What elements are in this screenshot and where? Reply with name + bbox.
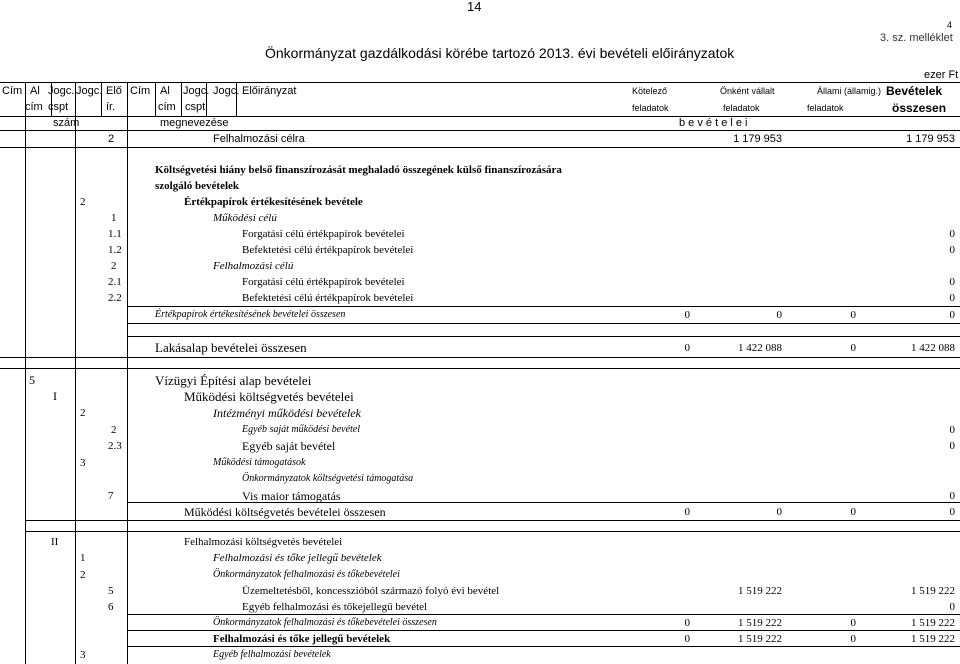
hdr-bevetelei: b e v é t e l e i bbox=[679, 117, 748, 129]
sec2-egyeb: Egyéb felhalmozási bevételek bbox=[213, 649, 331, 660]
sec5-code: 7 bbox=[108, 490, 114, 502]
sec2-sub-line bbox=[127, 646, 960, 647]
hdr-jogc: Jogc. bbox=[183, 85, 210, 97]
sec2-code: 2 bbox=[80, 569, 86, 581]
sec5-title: Vízügyi Építési alap bevételei bbox=[155, 373, 312, 388]
sec5-end-line bbox=[25, 520, 960, 521]
sec1-code: 1 bbox=[111, 212, 117, 224]
sec5-total-onk: 0 bbox=[776, 506, 782, 518]
sec5-total-label: Működési költségvetés bevételei összesen bbox=[184, 505, 386, 519]
sec5-code: 2.3 bbox=[108, 440, 122, 452]
sec5-top-line bbox=[0, 368, 960, 369]
sec1-total-all: 0 bbox=[850, 309, 856, 321]
sec1-end-line bbox=[127, 323, 960, 324]
hdr-cspt2: cspt bbox=[185, 101, 206, 113]
sec1-value: 0 bbox=[949, 244, 955, 256]
sec5-al: I bbox=[53, 389, 57, 403]
sec5-code: 3 bbox=[80, 457, 86, 469]
sec1-value: 0 bbox=[949, 276, 955, 288]
sec5-cim: 5 bbox=[29, 373, 35, 387]
sec2-value: 0 bbox=[949, 601, 955, 613]
sec2-onk-felhalm: Önkormányzatok felhalmozási és tőkebevételei bbox=[213, 569, 400, 580]
sec1-code: 1.2 bbox=[108, 244, 122, 256]
sec2-subtotal-all: 0 bbox=[850, 617, 856, 629]
sec5-value: 0 bbox=[949, 490, 955, 502]
sec2-subtotal-onk: 1 519 222 bbox=[738, 617, 782, 629]
sec1-total-kot: 0 bbox=[684, 309, 690, 321]
corner-number: 4 bbox=[947, 20, 953, 30]
sec5-code: 2 bbox=[80, 407, 86, 419]
sec2-sub-line bbox=[127, 630, 960, 631]
hdr-cim: Cím bbox=[130, 85, 151, 97]
sec1-item: Befektetési célú értékpapírok bevételei bbox=[242, 292, 414, 304]
sec1-code: 1.1 bbox=[108, 228, 122, 240]
document-title: Önkormányzat gazdálkodási körébe tartozó 2013. évi bevételi előirányzatok bbox=[265, 45, 735, 61]
row-kotelezo: 1 179 953 bbox=[733, 133, 782, 145]
hdr-kotelezo: Kötelező bbox=[632, 86, 668, 96]
sec2-subtotal-label: Önkormányzatok felhalmozási és tőkebevételei összesen bbox=[213, 617, 437, 628]
header-top-line bbox=[0, 82, 960, 83]
hdr-elo: Elő bbox=[106, 85, 122, 97]
sec5-item: Egyéb saját működési bevétel bbox=[242, 424, 361, 435]
sec1-code: 2 bbox=[111, 260, 117, 272]
sec2-value-kot: 1 519 222 bbox=[738, 585, 782, 597]
sec5-tamogatasok: Működési támogatások bbox=[213, 457, 306, 468]
sec1-ertekpapir: Értékpapírok értékesítésének bevétele bbox=[184, 196, 363, 208]
sec1-total-onk: 0 bbox=[776, 309, 782, 321]
unit-label: ezer Ft bbox=[924, 69, 959, 81]
sec1-value: 0 bbox=[949, 292, 955, 304]
lakas-onk: 1 422 088 bbox=[738, 342, 782, 354]
annex-label: 3. sz. melléklet bbox=[880, 32, 953, 44]
sec1-total-line bbox=[127, 306, 960, 307]
sec2-item: Egyéb felhalmozási és tőkejellegű bevétel bbox=[242, 601, 428, 613]
hdr-eloiranyzat: Előirányzat bbox=[242, 85, 297, 97]
hdr-ir: ír. bbox=[106, 101, 116, 113]
sec5-total-ossz: 0 bbox=[949, 506, 955, 518]
sec2-code: 1 bbox=[80, 552, 86, 564]
row-line bbox=[0, 147, 960, 148]
sec2-sub-line bbox=[127, 614, 960, 615]
sec1-title-line1: Költségvetési hiány belső finanszírozását meghaladó összegének külső finanszírozására bbox=[155, 164, 562, 176]
sec2-subtotal-ossz: 1 519 222 bbox=[911, 617, 955, 629]
hdr-jogc: Jogc. bbox=[48, 85, 75, 97]
sec5-intezmenyi: Intézményi működési bevételek bbox=[213, 406, 361, 420]
hdr-bevetelek: Bevételek bbox=[886, 84, 943, 98]
hdr-cim2: cím bbox=[25, 101, 43, 113]
lakas-label: Lakásalap bevételei összesen bbox=[155, 340, 307, 355]
lakas-bottom-line bbox=[0, 357, 960, 358]
sec1-code: 2.1 bbox=[108, 276, 122, 288]
col-divider bbox=[127, 82, 128, 664]
hdr-cim3: cím bbox=[158, 101, 176, 113]
sec2-title: Felhalmozási költségvetés bevételei bbox=[184, 536, 343, 548]
page-number: 14 bbox=[467, 0, 482, 14]
hdr-megnevezese: megnevezése bbox=[160, 117, 229, 129]
sec2-al: II bbox=[51, 536, 59, 548]
sec1-item: Forgatási célú értékpapírok bevételei bbox=[242, 276, 405, 288]
hdr-cim: Cím bbox=[2, 85, 23, 97]
sec2-total-label: Felhalmozási és tőke jellegű bevételek bbox=[213, 633, 391, 645]
sec5-mukodesi: Működési költségvetés bevételei bbox=[184, 389, 354, 404]
hdr-jogc: Jogc. bbox=[213, 85, 240, 97]
row-label: Felhalmozási célra bbox=[213, 133, 305, 145]
sec1-mukodesi: Működési célú bbox=[213, 212, 277, 224]
sec5-value: 0 bbox=[949, 440, 955, 452]
sec5-total-all: 0 bbox=[850, 506, 856, 518]
sec2-item: Üzemeltetésből, koncesszióból származó folyó évi bevétel bbox=[242, 585, 500, 597]
sec1-value: 0 bbox=[949, 228, 955, 240]
sec2-total-kot: 0 bbox=[684, 633, 690, 645]
sec1-title-line2: szolgáló bevételek bbox=[155, 180, 240, 192]
sec5-total-kot: 0 bbox=[684, 506, 690, 518]
sec1-item: Forgatási célú értékpapírok bevételei bbox=[242, 228, 405, 240]
hdr-al: Al bbox=[160, 85, 170, 97]
lakas-ossz: 1 422 088 bbox=[911, 342, 955, 354]
sec2-top-line bbox=[25, 531, 960, 532]
sec1-item: Befektetési célú értékpapírok bevételei bbox=[242, 244, 414, 256]
sec1-total-ossz: 0 bbox=[949, 309, 955, 321]
hdr-allami: Állami (államig.) bbox=[817, 86, 882, 96]
sec5-item: Önkormányzatok költségvetési támogatása bbox=[242, 473, 414, 484]
sec2-felhalm-toke: Felhalmozási és tőke jellegű bevételek bbox=[213, 552, 382, 564]
sec1-code: 2.2 bbox=[108, 292, 122, 304]
sec2-code: 6 bbox=[108, 601, 114, 613]
hdr-feladatok: feladatok bbox=[632, 103, 669, 113]
sec1-code: 2 bbox=[80, 196, 86, 208]
sec1-felhalmozasi: Felhalmozási célú bbox=[213, 260, 294, 272]
sec2-total-all: 0 bbox=[850, 633, 856, 645]
sec2-value-tot: 1 519 222 bbox=[911, 585, 955, 597]
sec5-item: Egyéb saját bevétel bbox=[242, 439, 336, 453]
hdr-feladatok: feladatok bbox=[723, 103, 760, 113]
sec2-code: 3 bbox=[80, 649, 86, 661]
lakas-kot: 0 bbox=[684, 342, 690, 354]
row-code: 2 bbox=[108, 133, 115, 145]
sec5-item: Vis maior támogatás bbox=[242, 489, 341, 503]
hdr-onkent: Önként vállalt bbox=[720, 86, 775, 96]
hdr-osszesen: összesen bbox=[892, 101, 947, 115]
lakas-all: 0 bbox=[850, 342, 856, 354]
col-divider bbox=[75, 82, 76, 664]
hdr-al: Al bbox=[30, 85, 40, 97]
hdr-jogc: Jogc. bbox=[76, 85, 103, 97]
sec5-total-line bbox=[127, 502, 960, 503]
header-mid-line bbox=[0, 116, 960, 117]
col-divider bbox=[181, 82, 182, 116]
sec2-total-ossz: 1 519 222 bbox=[911, 633, 955, 645]
sec2-code: 5 bbox=[108, 585, 114, 597]
col-divider bbox=[155, 82, 156, 116]
row-total: 1 179 953 bbox=[906, 133, 955, 145]
hdr-feladatok: feladatok bbox=[807, 103, 844, 113]
sec5-value: 0 bbox=[949, 424, 955, 436]
hdr-cspt: cspt bbox=[48, 101, 69, 113]
hdr-szam: szám bbox=[53, 117, 80, 129]
lakas-top-line bbox=[127, 336, 960, 337]
sec1-total-label: Értékpapírok értékesítésének bevételei összesen bbox=[155, 309, 346, 320]
sec5-code: 2 bbox=[111, 424, 117, 436]
col-divider bbox=[25, 82, 26, 664]
sec2-total-onk: 1 519 222 bbox=[738, 633, 782, 645]
header-bottom-line bbox=[0, 130, 960, 131]
sec2-subtotal-kot: 0 bbox=[684, 617, 690, 629]
